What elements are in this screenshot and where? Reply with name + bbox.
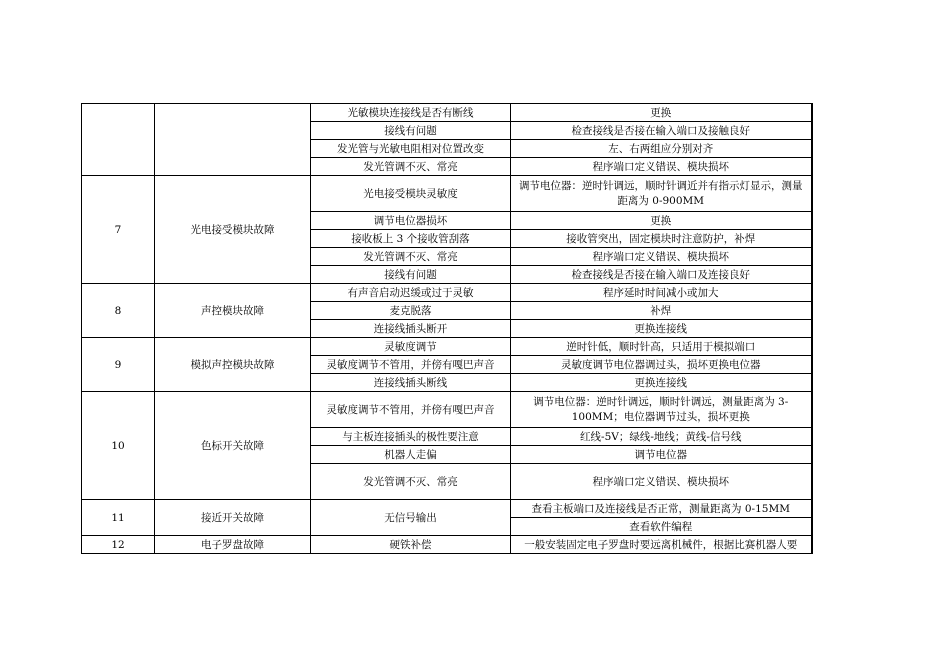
cause-cell: 灵敏度调节不管用，并傍有嘎巴声音 (311, 392, 511, 428)
solution-cell: 程序端口定义错误、模块损坏 (511, 158, 812, 176)
cause-cell: 接线有问题 (311, 122, 511, 140)
cause-cell: 发光管调不灭、常亮 (311, 158, 511, 176)
solution-cell: 左、右两组应分别对齐 (511, 140, 812, 158)
cause-cell: 连接线插头断线 (311, 374, 511, 392)
cause-cell: 发光管调不灭、常亮 (311, 464, 511, 500)
fault-name-cell: 电子罗盘故障 (155, 536, 311, 554)
solution-cell: 程序端口定义错误、模块损坏 (511, 464, 812, 500)
solution-cell: 逆时针低，顺时针高，只适用于模拟端口 (511, 338, 812, 356)
solution-cell: 程序端口定义错误、模块损坏 (511, 248, 812, 266)
fault-number-cell: 9 (82, 338, 155, 392)
table-row (82, 338, 812, 356)
solution-cell: 一般安装固定电子罗盘时要远离机械件，根据比赛机器人要 (511, 536, 812, 554)
cause-cell: 接收板上 3 个接收管刮落 (311, 230, 511, 248)
table-row (82, 104, 812, 122)
fault-name-cell: 模拟声控模块故障 (155, 338, 311, 392)
cause-cell: 光敏模块连接线是否有断线 (311, 104, 511, 122)
fault-name-cell: 色标开关故障 (155, 392, 311, 500)
cause-cell: 接线有问题 (311, 266, 511, 284)
fault-number-cell (82, 104, 155, 176)
cause-cell: 硬铁补偿 (311, 536, 511, 554)
fault-name-cell: 接近开关故障 (155, 500, 311, 536)
cause-cell: 灵敏度调节不管用，并傍有嘎巴声音 (311, 356, 511, 374)
solution-cell: 接收管突出，固定模块时注意防护，补焊 (511, 230, 812, 248)
solution-cell: 灵敏度调节电位器调过头，损坏更换电位器 (511, 356, 812, 374)
cause-cell: 发光管与光敏电阻相对位置改变 (311, 140, 511, 158)
solution-cell: 查看软件编程 (511, 518, 812, 536)
fault-name-cell: 光电接受模块故障 (155, 176, 311, 284)
fault-number-cell: 7 (82, 176, 155, 284)
cause-cell: 无信号输出 (311, 500, 511, 536)
table-row (82, 284, 812, 302)
table-row (82, 536, 812, 554)
fault-name-cell: 声控模块故障 (155, 284, 311, 338)
solution-cell: 调节电位器：逆时针调远，顺时针调远，测量距离为 3-100MM；电位器调节过头，损坏更换 (511, 392, 812, 428)
solution-cell: 检查接线是否接在输入端口及接触良好 (511, 122, 812, 140)
cause-cell: 有声音启动迟缓或过于灵敏 (311, 284, 511, 302)
solution-cell: 程序延时时间减小或加大 (511, 284, 812, 302)
cause-cell: 与主板连接插头的极性要注意 (311, 428, 511, 446)
cause-cell: 灵敏度调节 (311, 338, 511, 356)
table-row (82, 392, 812, 428)
solution-cell: 更换 (511, 212, 812, 230)
fault-number-cell: 11 (82, 500, 155, 536)
fault-number-cell: 12 (82, 536, 155, 554)
solution-cell: 查看主板端口及连接线是否正常，测量距离为 0-15MM (511, 500, 812, 518)
fault-number-cell: 10 (82, 392, 155, 500)
cause-cell: 调节电位器损坏 (311, 212, 511, 230)
cause-cell: 机器人走偏 (311, 446, 511, 464)
solution-cell: 更换连接线 (511, 320, 812, 338)
fault-number-cell: 8 (82, 284, 155, 338)
cause-cell: 光电接受模块灵敏度 (311, 176, 511, 212)
fault-table (81, 103, 813, 554)
solution-cell: 更换 (511, 104, 812, 122)
solution-cell: 检查接线是否接在输入端口及连接良好 (511, 266, 812, 284)
solution-cell: 调节电位器：逆时针调远，顺时针调近并有指示灯显示，测量距离为 0-900MM (511, 176, 812, 212)
cause-cell: 连接线插头断开 (311, 320, 511, 338)
fault-name-cell (155, 104, 311, 176)
table-row (82, 500, 812, 518)
solution-cell: 补焊 (511, 302, 812, 320)
solution-cell: 红线-5V；绿线-地线；黄线-信号线 (511, 428, 812, 446)
cause-cell: 发光管调不灭、常亮 (311, 248, 511, 266)
solution-cell: 更换连接线 (511, 374, 812, 392)
solution-cell: 调节电位器 (511, 446, 812, 464)
table-row (82, 176, 812, 212)
cause-cell: 麦克脱落 (311, 302, 511, 320)
